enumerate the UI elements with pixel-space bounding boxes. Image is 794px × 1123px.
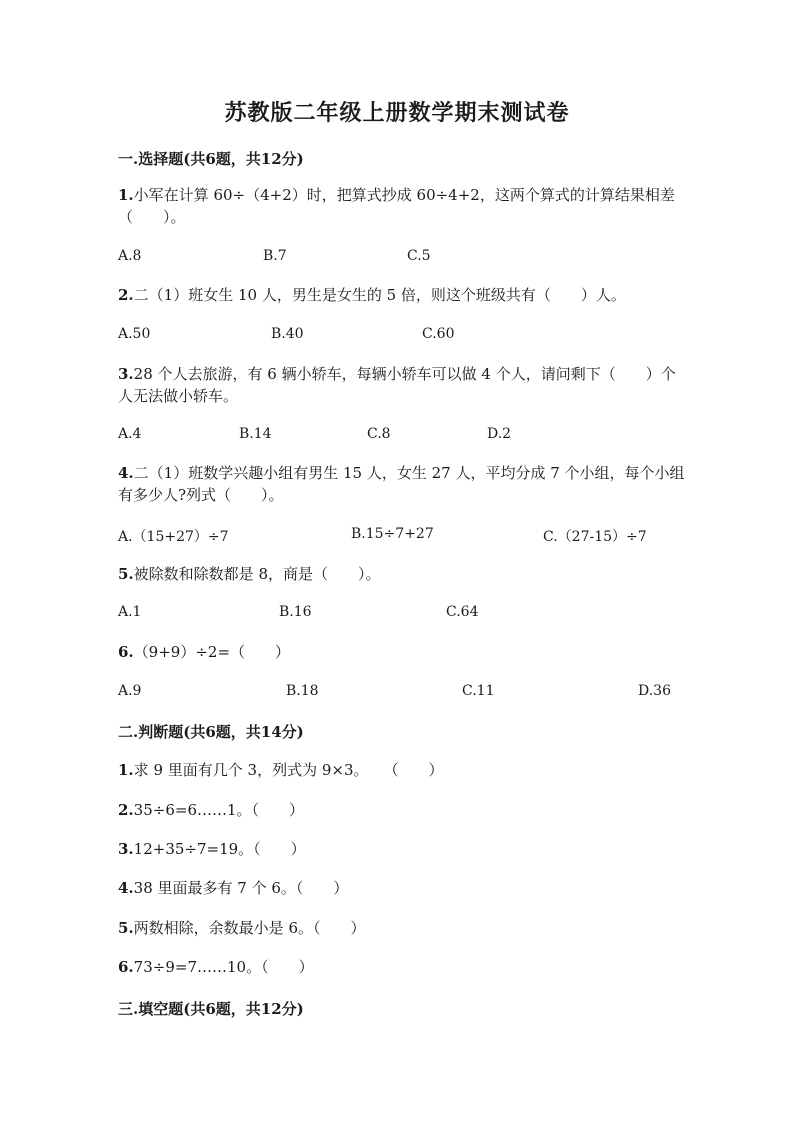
option: B.7 [263,248,287,264]
option: C.8 [367,426,391,442]
question-number: 3. [118,365,134,383]
question [118,838,688,860]
option: B.16 [279,604,312,620]
options-row [118,604,678,626]
options-row [118,526,678,548]
option: C.5 [407,248,431,264]
question-text: 二（1）班女生 10 人，男生是女生的 5 倍，则这个班级共有（ ）人。 [133,286,626,304]
section-heading-fill-blank: 三.填空题(共6题，共12分) [118,1000,304,1018]
exam-title: 苏教版二年级上册数学期末测试卷 [224,100,570,126]
question-number: 6. [118,958,134,976]
question [118,284,688,306]
option: A.9 [118,683,142,699]
question-text: 二（1）班数学兴趣小组有男生 15 人，女生 27 人，平均分成 7 个小组，每个小组有多少人?列式（ ）。 [118,464,685,504]
question-number: 2. [118,801,134,819]
option: B.40 [271,326,304,342]
option: A.50 [118,326,151,342]
question-number: 5. [118,565,134,583]
question-number: 4. [118,464,134,482]
question-text: 12+35÷7=19。（ ） [133,840,306,858]
question [118,956,688,978]
question-text: 73÷9=7……10。（ ） [133,958,314,976]
question [118,877,688,899]
section-heading-choice: 一.选择题(共6题，共12分) [118,150,304,168]
options-row [118,426,678,448]
option: D.36 [638,683,671,699]
option: B.15÷7+27 [351,526,434,542]
option: B.14 [239,426,272,442]
question-number: 6. [118,643,134,661]
question-number: 4. [118,879,134,897]
question-text: 被除数和除数都是 8，商是（ ）。 [133,565,381,583]
question [118,759,688,781]
option: B.18 [286,683,319,699]
question [118,641,688,663]
option: A.8 [118,248,142,264]
option: A.1 [118,604,142,620]
question-text: 38 里面最多有 7 个 6。（ ） [133,879,349,897]
question [118,917,688,939]
question-number: 3. [118,840,134,858]
option: A.（15+27）÷7 [118,529,229,545]
question [118,563,688,585]
question-text: （9+9）÷2=（ ） [133,643,291,661]
section-heading-judgement: 二.判断题(共6题，共14分) [118,723,304,741]
option: C.（27-15）÷7 [543,529,647,545]
question-text: 两数相除，余数最小是 6。（ ） [133,919,366,937]
question-number: 5. [118,919,134,937]
question-text: 求 9 里面有几个 3，列式为 9×3。 （ ） [133,761,444,779]
option: C.60 [422,326,455,342]
question-text: 35÷6=6……1。（ ） [133,801,305,819]
question [118,184,688,228]
question [118,363,688,407]
option: D.2 [487,426,512,442]
option: C.11 [462,683,495,699]
question [118,799,688,821]
options-row [118,248,678,270]
options-row [118,683,678,705]
question-number: 1. [118,186,134,204]
question-text: 小军在计算 60÷（4+2）时，把算式抄成 60÷4+2，这两个算式的计算结果相差 （ ）。 [118,186,675,226]
option: C.64 [446,604,479,620]
question-number: 1. [118,761,134,779]
question [118,462,688,506]
question-number: 2. [118,286,134,304]
options-row [118,326,678,348]
question-text: 28 个人去旅游，有 6 辆小轿车，每辆小轿车可以做 4 个人，请问剩下（ ）个人无法做小轿车。 [118,365,676,405]
option: A.4 [118,426,142,442]
